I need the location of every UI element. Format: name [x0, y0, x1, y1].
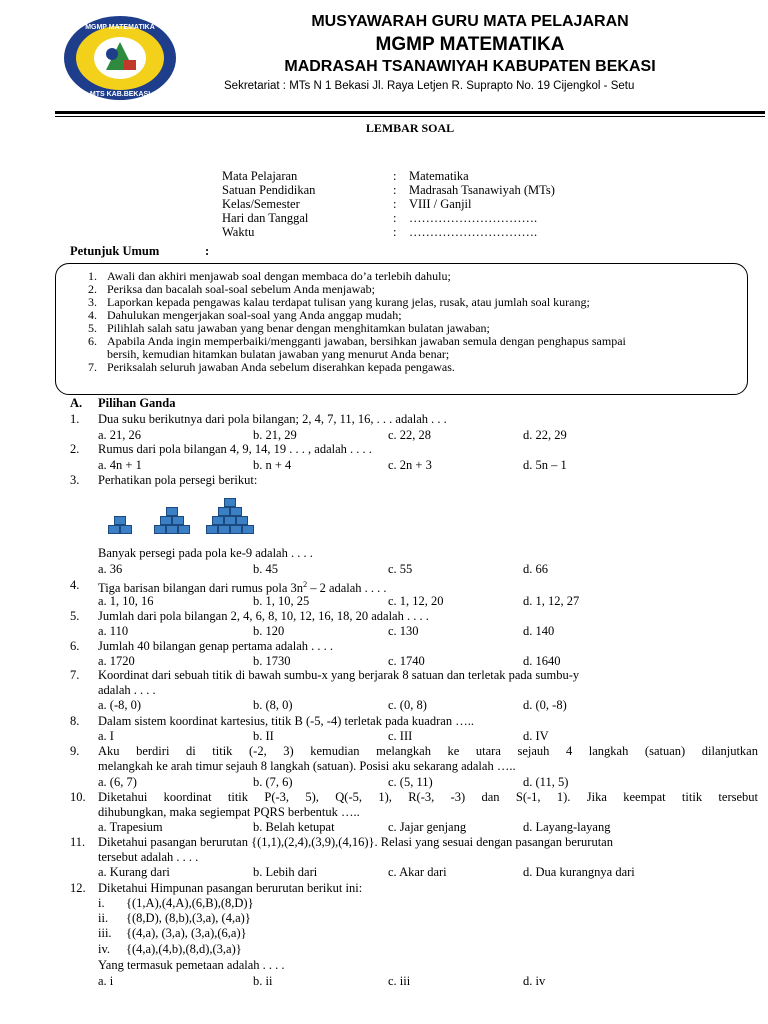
instruction-num: 3. — [88, 295, 97, 309]
option-d: d. IV — [523, 729, 549, 743]
instruction-text: Awali dan akhiri menjawab soal dengan membaca do’a terlebih dahulu; — [107, 269, 451, 283]
info-colon: : — [393, 225, 397, 239]
info-value: Matematika — [409, 169, 469, 183]
question-number: 2. — [70, 442, 80, 456]
question-text-continued: Yang termasuk pemetaan adalah . . . . — [98, 958, 285, 972]
option-b: b. 120 — [253, 624, 285, 638]
option-d: d. (11, 5) — [523, 775, 569, 789]
pattern-square — [206, 525, 218, 534]
question-number: 12. — [70, 881, 86, 895]
option-b: b. (8, 0) — [253, 698, 293, 712]
option-a: a. Trapesium — [98, 820, 163, 834]
option-d: d. 1640 — [523, 654, 561, 668]
pattern-square — [166, 507, 178, 516]
info-colon: : — [393, 169, 397, 183]
option-a: a. 4n + 1 — [98, 458, 142, 472]
pattern-square — [224, 516, 236, 525]
pattern-square — [236, 516, 248, 525]
instruction-text: Pilihlah salah satu jawaban yang benar dengan menghitamkan bulatan jawaban; — [107, 321, 490, 335]
header-address: Sekretariat : MTs N 1 Bekasi Jl. Raya Letjen R. Suprapto No. 19 Cijengkol - Setu — [224, 80, 635, 92]
option-d: d. 1, 12, 27 — [523, 594, 580, 608]
header-rule-thin — [55, 116, 765, 117]
option-d: d. 22, 29 — [523, 428, 567, 442]
question-number: 6. — [70, 639, 80, 653]
option-c: c. 130 — [388, 624, 419, 638]
question-text: Koordinat dari sebuah titik di bawah sumbu-x yang berjarak 8 satuan dan terletak pada sumbu-y — [98, 668, 580, 682]
set-value: {(8,D), (8,b),(3,a), (4,a)} — [126, 911, 251, 925]
question-number: 1. — [70, 412, 80, 426]
pattern-square — [224, 498, 236, 507]
question-text-continued: Banyak persegi pada pola ke-9 adalah . . . . — [98, 546, 313, 560]
option-c: c. Jajar genjang — [388, 820, 467, 834]
question-text-part: Tiga barisan bilangan dari rumus pola 3n — [98, 581, 304, 596]
instruction-num: 4. — [88, 308, 97, 322]
option-a: a. 110 — [98, 624, 129, 638]
option-b: b. n + 4 — [253, 458, 292, 472]
question-text — [98, 578, 387, 595]
logo-text-top: MGMP MATEMATIKA — [85, 24, 155, 31]
option-a: a. Kurang dari — [98, 865, 170, 879]
info-label: Satuan Pendidikan — [222, 183, 316, 197]
exponent: 2 — [303, 580, 308, 589]
petunjuk-colon: : — [205, 244, 210, 258]
option-b: b. II — [253, 729, 274, 743]
question-text-part: – 2 adalah . . . . — [307, 581, 387, 596]
info-value: VIII / Ganjil — [409, 197, 472, 211]
info-label: Kelas/Semester — [222, 197, 300, 211]
info-label: Hari dan Tanggal — [222, 211, 309, 225]
header-line-1: MUSYAWARAH GURU MATA PELAJARAN — [311, 13, 629, 30]
info-colon: : — [393, 183, 397, 197]
petunjuk-label: Petunjuk Umum — [70, 244, 160, 258]
option-a: a. I — [98, 729, 114, 743]
section-letter: A. — [70, 396, 83, 410]
info-value: …………………………. — [409, 225, 538, 239]
pattern-square — [230, 525, 242, 534]
option-a: a. (6, 7) — [98, 775, 137, 789]
option-c: c. (5, 11) — [388, 775, 433, 789]
instruction-text: Periksalah seluruh jawaban Anda sebelum diserahkan kepada pengawas. — [107, 360, 455, 374]
instruction-num: 2. — [88, 282, 97, 296]
option-c: c. 1740 — [388, 654, 425, 668]
info-colon: : — [393, 197, 397, 211]
question-text: Jumlah 40 bilangan genap pertama adalah . . . . — [98, 639, 333, 653]
instruction-num: 6. — [88, 334, 97, 348]
question-number: 10. — [70, 790, 86, 804]
instruction-text: Periksa dan bacalah soal-soal sebelum Anda menjawab; — [107, 282, 375, 296]
pattern-square — [108, 525, 120, 534]
option-d: d. 140 — [523, 624, 555, 638]
option-b: b. Belah ketupat — [253, 820, 335, 834]
option-c: c. Akar dari — [388, 865, 447, 879]
instruction-num: 7. — [88, 360, 97, 374]
question-text-continued: melangkah ke arah timur sejauh 8 langkah (satuan). Posisi aku sekarang adalah ….. — [98, 759, 516, 773]
sheet-title: LEMBAR SOAL — [365, 121, 455, 135]
set-value: {(1,A),(4,A),(6,B),(8,D)} — [126, 896, 254, 910]
question-number: 11. — [70, 835, 86, 849]
option-d: d. Dua kurangnya dari — [523, 865, 635, 879]
set-value: {(4,a), (3,a), (3,a),(6,a)} — [126, 926, 247, 940]
option-c: c. iii — [388, 974, 411, 988]
instruction-text: Dahulukan mengerjakan soal-soal yang Anda anggap mudah; — [107, 308, 402, 322]
question-number: 3. — [70, 473, 80, 487]
pattern-square — [218, 507, 230, 516]
pattern-square — [178, 525, 190, 534]
info-label: Waktu — [222, 225, 255, 239]
option-a: a. 1720 — [98, 654, 135, 668]
option-c: c. 2n + 3 — [388, 458, 432, 472]
option-a: a. 21, 26 — [98, 428, 142, 442]
option-b: b. Lebih dari — [253, 865, 318, 879]
instruction-num: 1. — [88, 269, 97, 283]
question-number: 4. — [70, 578, 80, 592]
pattern-square — [120, 525, 132, 534]
instruction-text: Laporkan kepada pengawas kalau terdapat tulisan yang kurang jelas, rusak, atau jumlah soal kurang; — [107, 295, 590, 309]
pattern-square — [230, 507, 242, 516]
set-label: i. — [98, 896, 105, 910]
set-label: ii. — [98, 911, 109, 925]
question-text: Aku berdiri di titik (-2, 3) kemudian melangkah ke utara sejauh 4 langkah (satuan) dilanjutkan — [98, 744, 758, 758]
section-title: Pilihan Ganda — [98, 396, 176, 410]
option-d: d. iv — [523, 974, 546, 988]
option-c: c. 1, 12, 20 — [388, 594, 444, 608]
question-text: Jumlah dari pola bilangan 2, 4, 6, 8, 10, 12, 16, 18, 20 adalah . . . . — [98, 609, 429, 623]
option-b: b. (7, 6) — [253, 775, 293, 789]
pattern-square — [154, 525, 166, 534]
header-rule-thick — [55, 111, 765, 114]
option-d: d. 5n – 1 — [523, 458, 567, 472]
pattern-square — [160, 516, 172, 525]
header-line-3: MADRASAH TSANAWIYAH KABUPATEN BEKASI — [284, 58, 656, 75]
question-number: 7. — [70, 668, 80, 682]
header-line-2: MGMP MATEMATIKA — [375, 34, 565, 55]
option-b: b. ii — [253, 974, 273, 988]
question-text: Perhatikan pola persegi berikut: — [98, 473, 258, 487]
question-number: 9. — [70, 744, 80, 758]
option-c: c. 55 — [388, 562, 413, 576]
option-a: a. 1, 10, 16 — [98, 594, 154, 608]
set-label: iii. — [98, 926, 112, 940]
option-d: d. (0, -8) — [523, 698, 567, 712]
option-c: c. (0, 8) — [388, 698, 427, 712]
option-d: d. 66 — [523, 562, 548, 576]
school-logo — [62, 14, 178, 102]
option-b: b. 1730 — [253, 654, 291, 668]
pattern-square — [218, 525, 230, 534]
option-b: b. 21, 29 — [253, 428, 297, 442]
option-a: a. (-8, 0) — [98, 698, 142, 712]
option-d: d. Layang-layang — [523, 820, 611, 834]
pattern-square — [172, 516, 184, 525]
question-text: Diketahui Himpunan pasangan berurutan berikut ini: — [98, 881, 363, 895]
question-number: 8. — [70, 714, 80, 728]
pattern-square — [166, 525, 178, 534]
option-a: a. 36 — [98, 562, 123, 576]
option-b: b. 45 — [253, 562, 278, 576]
info-colon: : — [393, 211, 397, 225]
info-value: …………………………. — [409, 211, 538, 225]
info-value: Madrasah Tsanawiyah (MTs) — [409, 183, 555, 197]
question-number: 5. — [70, 609, 80, 623]
info-label: Mata Pelajaran — [222, 169, 298, 183]
question-text-continued: adalah . . . . — [98, 683, 156, 697]
instruction-num: 5. — [88, 321, 97, 335]
option-b: b. 1, 10, 25 — [253, 594, 310, 608]
question-text-continued: tersebut adalah . . . . — [98, 850, 199, 864]
option-c: c. 22, 28 — [388, 428, 432, 442]
set-value: {(4,a),(4,b),(8,d),(3,a)} — [126, 942, 242, 956]
pattern-square — [212, 516, 224, 525]
option-a: a. i — [98, 974, 114, 988]
question-text: Diketahui pasangan berurutan {(1,1),(2,4),(3,9),(4,16)}. Relasi yang sesuai dengan pasangan berurutan — [98, 835, 613, 849]
question-text-continued: dihubungkan, maka segiempat PQRS berbentuk ….. — [98, 805, 360, 819]
question-text: Diketahui koordinat titik P(-3, 5), Q(-5, 1), R(-3, -3) dan S(-1, 1). Jika keempat titik tersebut — [98, 790, 758, 804]
pattern-square — [114, 516, 126, 525]
logo-text-bottom: MTS KAB.BEKASI — [89, 91, 151, 98]
question-text: Dalam sistem koordinat kartesius, titik B (-5, -4) terletak pada kuadran ….. — [98, 714, 474, 728]
set-label: iv. — [98, 942, 111, 956]
question-text: Dua suku berikutnya dari pola bilangan; 2, 4, 7, 11, 16, . . . adalah . . . — [98, 412, 447, 426]
instruction-text: bersih, kemudian hitamkan bulatan jawaban yang menurut Anda benar; — [107, 347, 450, 361]
instruction-text: Apabila Anda ingin memperbaiki/mengganti jawaban, bersihkan jawaban semula dengan penghapus sampai — [107, 334, 626, 348]
question-text: Rumus dari pola bilangan 4, 9, 14, 19 . . . , adalah . . . . — [98, 442, 372, 456]
pattern-square — [242, 525, 254, 534]
option-c: c. III — [388, 729, 413, 743]
